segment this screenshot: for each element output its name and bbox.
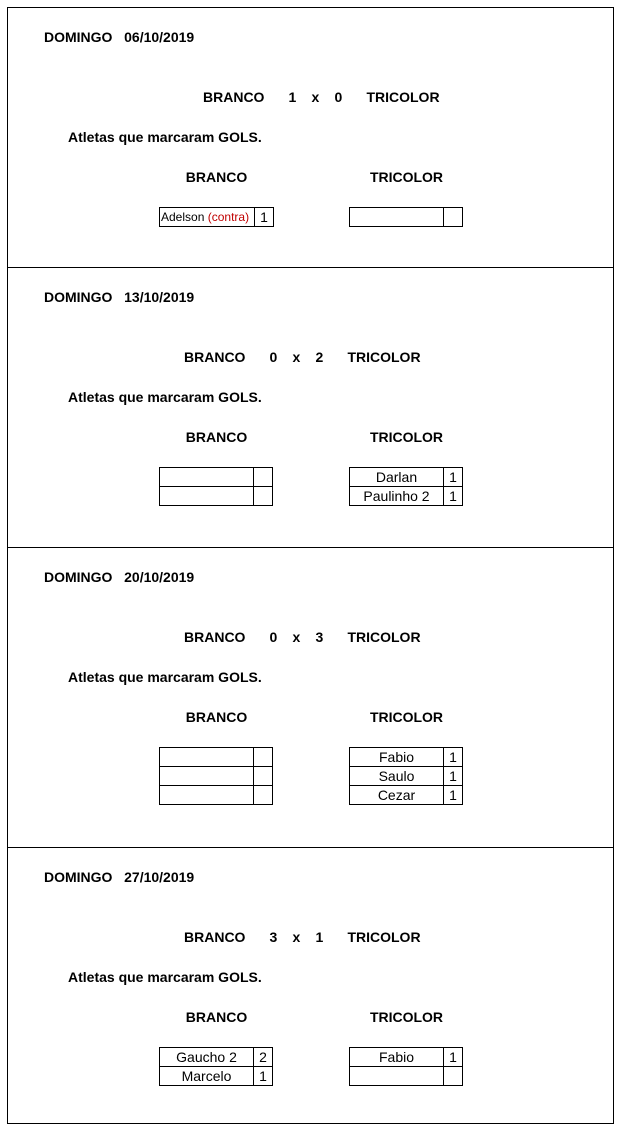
match-date: DOMINGO 06/10/2019: [44, 29, 195, 45]
branco-scorers-table: [159, 467, 273, 506]
team-header-tricolor: TRICOLOR: [369, 1009, 444, 1025]
scorer-name: Cezar: [350, 786, 444, 805]
team-header-tricolor: TRICOLOR: [369, 429, 444, 445]
table-row: [350, 1067, 463, 1086]
tricolor-scorers-table: [349, 1047, 463, 1086]
team-header-tricolor: TRICOLOR: [369, 169, 444, 185]
tricolor-scorers-table: [349, 467, 463, 506]
branco-scorers-table: [159, 747, 273, 805]
scorers-label: Atletas que marcaram GOLS.: [68, 389, 262, 405]
branco-scorers-table: [159, 1047, 273, 1086]
branco-scorers-table: [159, 207, 274, 227]
table-row: [160, 1067, 273, 1086]
table-row: [160, 748, 273, 767]
match-date: DOMINGO 27/10/2019: [44, 869, 195, 885]
match-block: [8, 547, 613, 847]
scorer-goals: 1: [254, 1067, 273, 1086]
scorer-name: Fabio: [350, 748, 444, 767]
scorer-goals: [254, 468, 273, 487]
scorer-goals: 1: [444, 487, 463, 506]
own-goal-note: (contra): [207, 210, 250, 224]
scorer-name: Saulo: [350, 767, 444, 786]
scorer-goals: 1: [444, 786, 463, 805]
scorer-goals: 2: [254, 1048, 273, 1067]
table-row: [160, 487, 273, 506]
scorer-name: Fabio: [350, 1048, 444, 1067]
scorer-name: [160, 767, 254, 786]
match-score: BRANCO 0 x 2 TRICOLOR: [184, 349, 421, 365]
scorer-goals: [254, 786, 273, 805]
scorer-name: [160, 786, 254, 805]
table-row: [350, 767, 463, 786]
table-row: [350, 786, 463, 805]
table-row: [160, 1048, 273, 1067]
match-report: [7, 7, 614, 1124]
match-block: [8, 8, 613, 267]
table-row: [350, 487, 463, 506]
scorers-label: Atletas que marcaram GOLS.: [68, 969, 262, 985]
table-row: [160, 786, 273, 805]
team-header-branco: BRANCO: [185, 709, 248, 725]
scorer-name: Marcelo: [160, 1067, 254, 1086]
team-header-branco: BRANCO: [185, 429, 248, 445]
scorer-name: Darlan: [350, 468, 444, 487]
scorer-goals: 1: [444, 1048, 463, 1067]
scorer-goals: [254, 767, 273, 786]
table-row: [160, 208, 274, 227]
scorer-goals: 1: [255, 208, 274, 227]
scorer-name: Adelson (contra): [160, 208, 255, 227]
team-header-branco: BRANCO: [185, 169, 248, 185]
scorer-name: [350, 1067, 444, 1086]
match-block: [8, 267, 613, 547]
tricolor-scorers-table: [349, 747, 463, 805]
team-header-tricolor: TRICOLOR: [369, 709, 444, 725]
table-row: [160, 767, 273, 786]
scorer-name: [350, 208, 444, 227]
table-row: [350, 208, 463, 227]
scorer-goals: [444, 208, 463, 227]
match-score: BRANCO 0 x 3 TRICOLOR: [184, 629, 421, 645]
scorer-goals: [444, 1067, 463, 1086]
match-score: BRANCO 3 x 1 TRICOLOR: [184, 929, 421, 945]
scorer-goals: 1: [444, 767, 463, 786]
table-row: [160, 468, 273, 487]
scorer-goals: 1: [444, 468, 463, 487]
tricolor-scorers-table: [349, 207, 463, 227]
match-block: [8, 847, 613, 1123]
table-row: [350, 748, 463, 767]
scorer-name: Paulinho 2: [350, 487, 444, 506]
scorer-name: [160, 748, 254, 767]
team-header-branco: BRANCO: [185, 1009, 248, 1025]
match-score: BRANCO 1 x 0 TRICOLOR: [203, 89, 440, 105]
scorer-goals: 1: [444, 748, 463, 767]
match-date: DOMINGO 13/10/2019: [44, 289, 195, 305]
scorer-goals: [254, 487, 273, 506]
table-row: [350, 468, 463, 487]
scorer-name: Gaucho 2: [160, 1048, 254, 1067]
table-row: [350, 1048, 463, 1067]
scorer-goals: [254, 748, 273, 767]
scorers-label: Atletas que marcaram GOLS.: [68, 669, 262, 685]
scorer-name: [160, 487, 254, 506]
match-date: DOMINGO 20/10/2019: [44, 569, 195, 585]
scorers-label: Atletas que marcaram GOLS.: [68, 129, 262, 145]
scorer-name: [160, 468, 254, 487]
